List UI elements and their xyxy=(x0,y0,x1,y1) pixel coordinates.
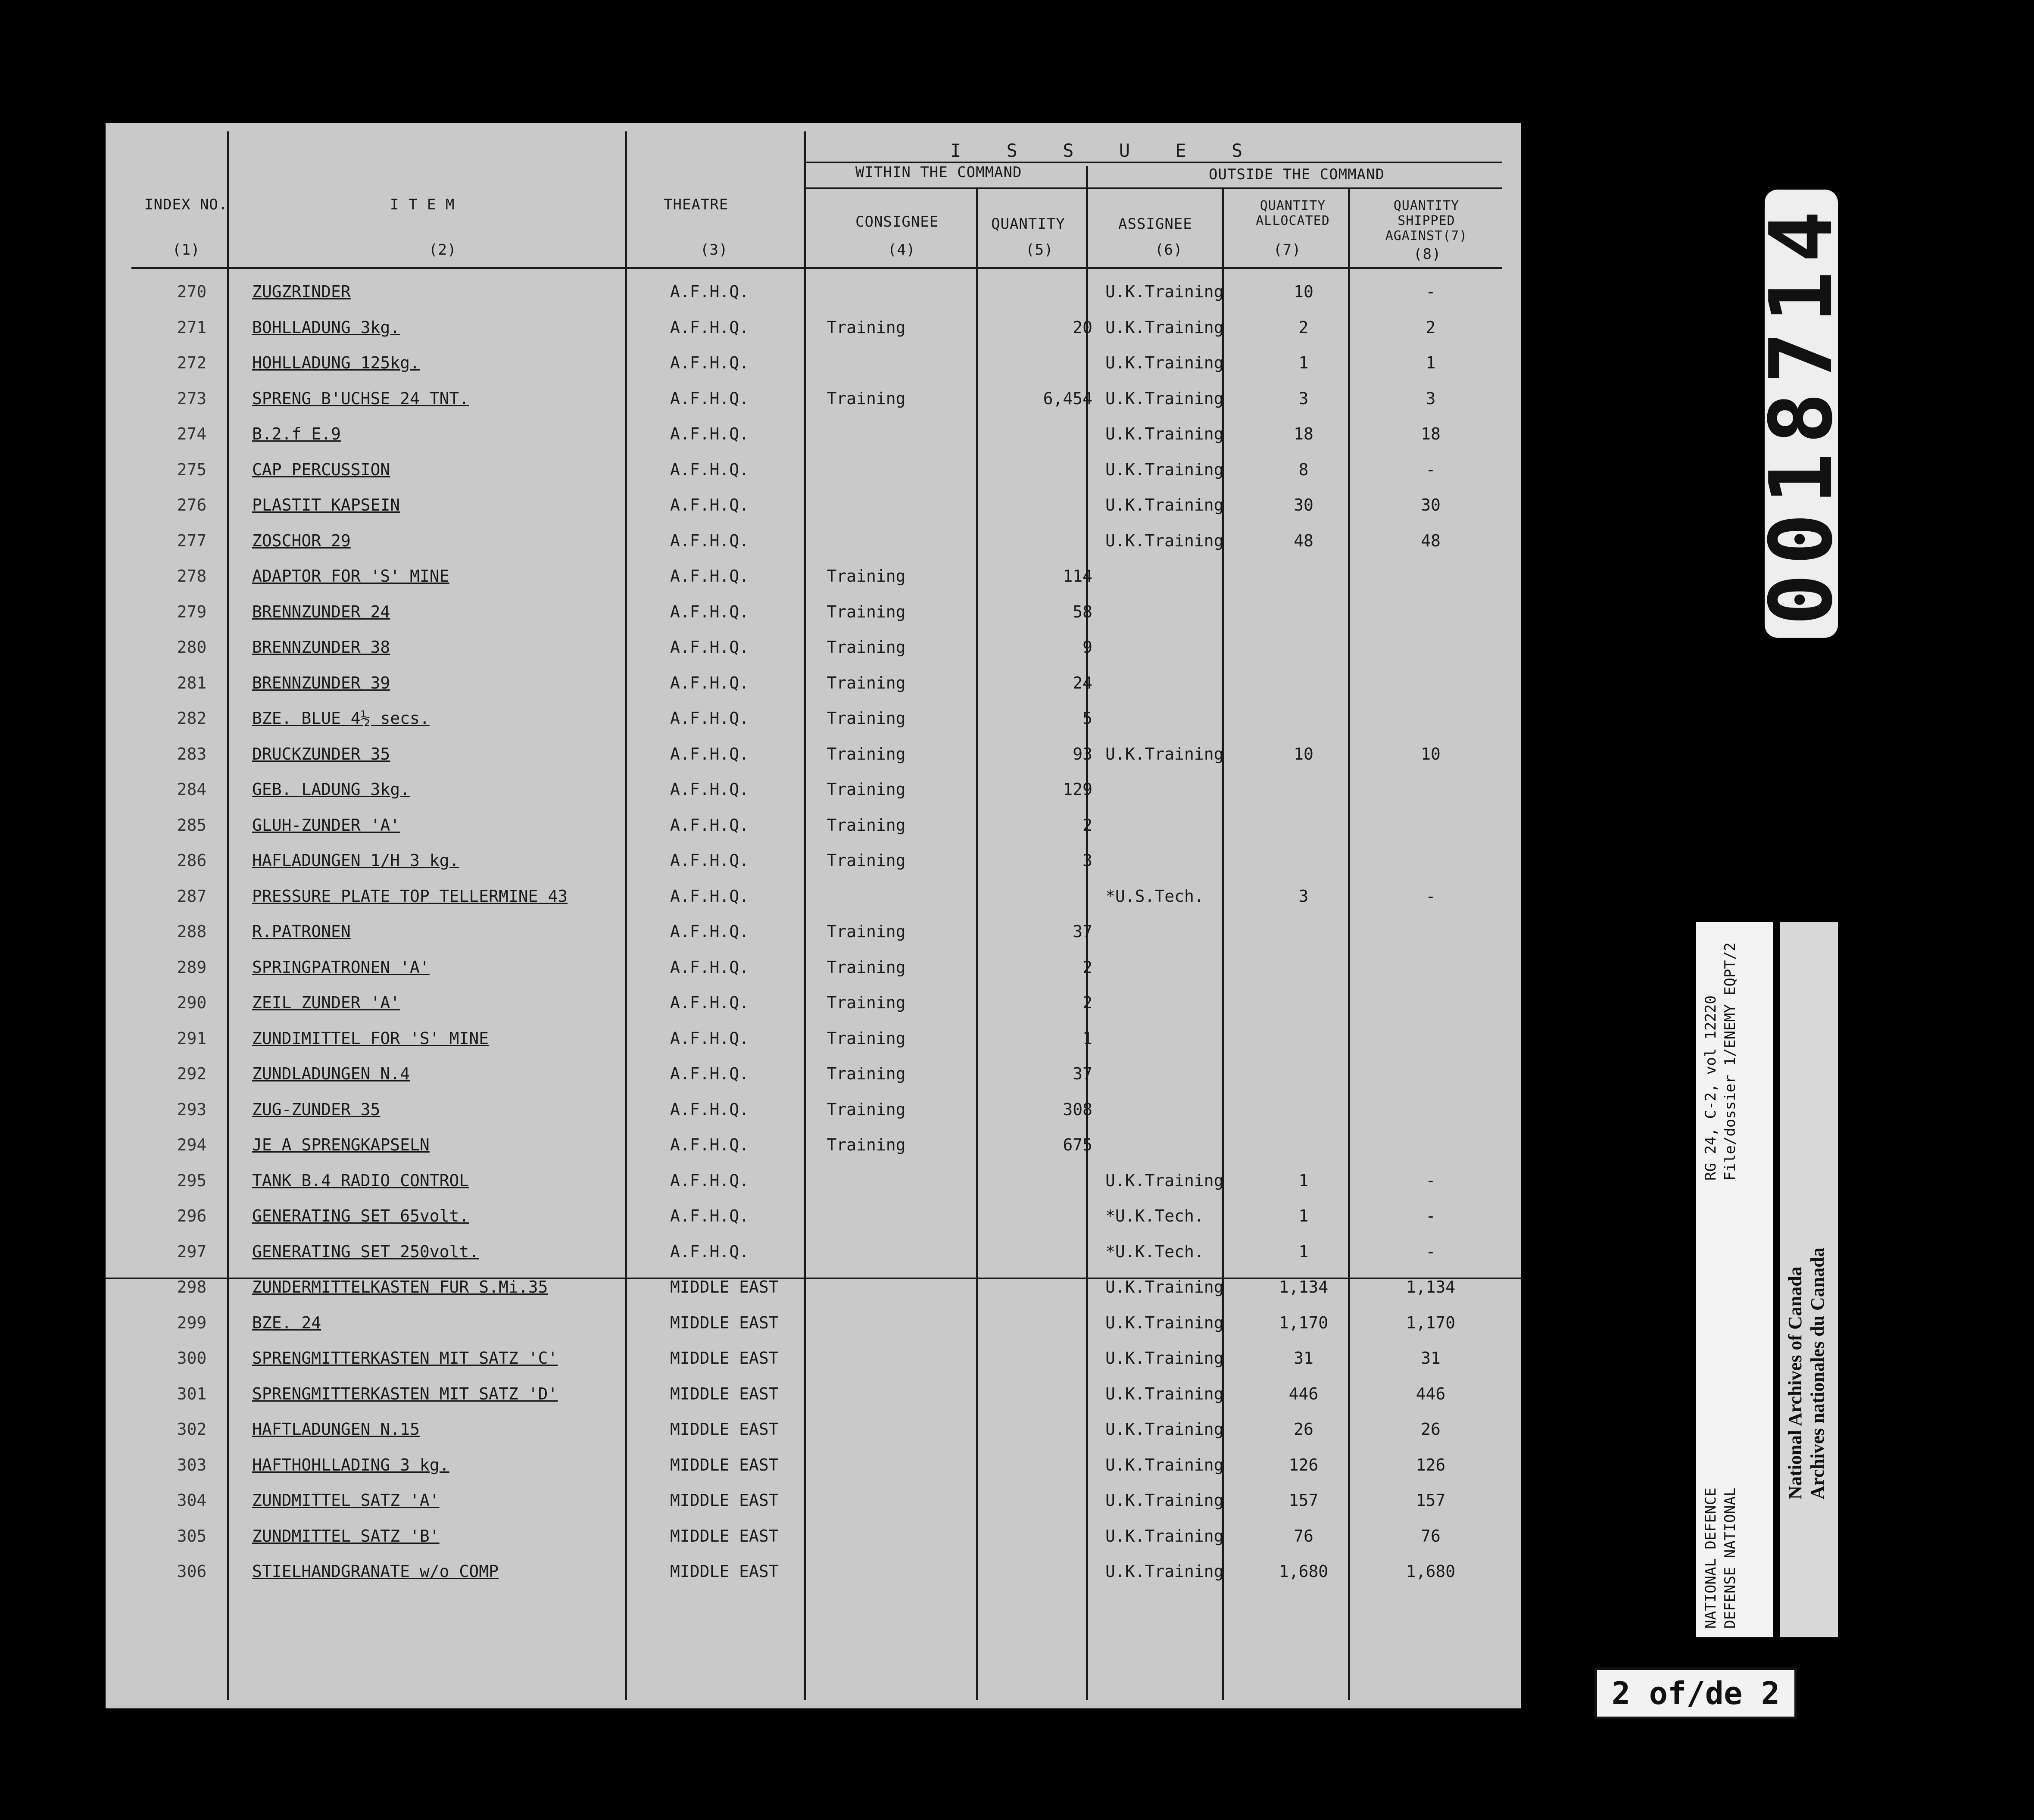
assignee-cell: U.K.Training xyxy=(1105,1278,1224,1296)
theatre-cell: A.F.H.Q. xyxy=(670,815,749,835)
allocated-cell: 26 xyxy=(1294,1420,1313,1439)
index-cell: 282 xyxy=(177,709,207,728)
assignee-cell: U.K.Training xyxy=(1105,282,1224,301)
stamp-number: 0018714 xyxy=(1751,202,1852,626)
theatre-cell: A.F.H.Q. xyxy=(670,1135,749,1154)
item-cell: JE A SPRENGKAPSELN xyxy=(252,1135,430,1154)
table-row xyxy=(106,878,1521,913)
item-cell: GENERATING SET 250volt. xyxy=(252,1242,479,1261)
assignee-cell: U.K.Training xyxy=(1105,1384,1224,1403)
consignee-cell: Training xyxy=(827,1028,906,1048)
consignee-cell: Training xyxy=(827,567,906,586)
index-cell: 293 xyxy=(177,1100,207,1119)
consignee-cell: Training xyxy=(827,815,906,835)
table-row xyxy=(106,1234,1521,1269)
allocated-cell: 3 xyxy=(1298,389,1309,408)
index-cell: 302 xyxy=(177,1420,207,1439)
assignee-cell: U.K.Training xyxy=(1105,1171,1224,1190)
assignee-cell: *U.K.Tech. xyxy=(1105,1242,1204,1261)
index-cell: 294 xyxy=(177,1135,207,1154)
table-row xyxy=(106,1447,1521,1482)
shipped-cell: 30 xyxy=(1421,496,1441,514)
item-cell: R.PATRONEN xyxy=(252,922,351,941)
theatre-cell: A.F.H.Q. xyxy=(670,957,749,977)
theatre-cell: A.F.H.Q. xyxy=(670,1064,749,1083)
allocated-cell: 1,680 xyxy=(1279,1562,1329,1581)
quantity-cell: 37 xyxy=(1073,1064,1092,1083)
theatre-cell: A.F.H.Q. xyxy=(670,282,749,301)
document-sheet xyxy=(106,123,1521,1708)
item-cell: GEB. LADUNG 3kg. xyxy=(252,780,410,799)
index-cell: 297 xyxy=(177,1242,207,1261)
index-cell: 289 xyxy=(177,957,207,977)
item-cell: ZUG-ZUNDER 35 xyxy=(252,1100,381,1119)
table-row xyxy=(106,1376,1521,1411)
within-command-heading: WITHIN THE COMMAND xyxy=(855,164,1022,181)
shipped-cell: - xyxy=(1426,282,1436,301)
index-cell: 305 xyxy=(177,1526,207,1546)
theatre-cell: A.F.H.Q. xyxy=(670,1028,749,1048)
allocated-cell: 1 xyxy=(1298,353,1309,372)
archive-dept-1: NATIONAL DEFENCE xyxy=(1702,1487,1719,1629)
table-row xyxy=(106,629,1521,664)
col-allocated-header: QUANTITY ALLOCATED xyxy=(1256,198,1330,228)
quantity-cell: 37 xyxy=(1073,922,1092,941)
shipped-cell: 2 xyxy=(1426,318,1436,337)
table-row xyxy=(106,1056,1521,1091)
quantity-cell: 308 xyxy=(1063,1100,1092,1119)
theatre-cell: MIDDLE EAST xyxy=(670,1349,779,1368)
table-row xyxy=(106,1411,1521,1446)
allocated-cell: 2 xyxy=(1298,318,1309,337)
item-cell: BZE. 24 xyxy=(252,1313,321,1332)
table-row xyxy=(106,1269,1521,1304)
divider xyxy=(804,162,1502,163)
consignee-cell: Training xyxy=(827,993,906,1012)
item-cell: ZUNDIMITTEL FOR 'S' MINE xyxy=(252,1028,489,1048)
item-cell: ZEIL ZUNDER 'A' xyxy=(252,993,400,1012)
col-theatre-header: THEATRE xyxy=(664,196,729,213)
item-cell: CAP PERCUSSION xyxy=(252,460,390,479)
divider xyxy=(131,267,1502,269)
col-assignee-header: ASSIGNEE xyxy=(1118,215,1192,233)
page-marker: 2 of/de 2 xyxy=(1594,1667,1797,1719)
item-cell: PRESSURE PLATE TOP TELLERMINE 43 xyxy=(252,886,568,906)
table-row xyxy=(106,913,1521,949)
allocated-cell: 10 xyxy=(1294,744,1313,764)
quantity-cell: 24 xyxy=(1073,673,1092,692)
quantity-cell: 3 xyxy=(1083,851,1092,870)
allocated-cell: 157 xyxy=(1288,1491,1319,1510)
shipped-cell: - xyxy=(1426,1242,1436,1261)
item-cell: TANK B.4 RADIO CONTROL xyxy=(252,1171,469,1190)
outside-command-heading: OUTSIDE THE COMMAND xyxy=(1209,166,1385,183)
allocated-cell: 1 xyxy=(1298,1171,1309,1190)
quantity-cell: 58 xyxy=(1073,602,1092,621)
table-row xyxy=(106,1198,1521,1233)
index-cell: 296 xyxy=(177,1206,207,1225)
theatre-cell: A.F.H.Q. xyxy=(670,851,749,870)
quantity-cell: 675 xyxy=(1063,1135,1092,1154)
index-cell: 301 xyxy=(177,1384,207,1403)
allocated-cell: 31 xyxy=(1294,1349,1313,1368)
shipped-cell: - xyxy=(1426,1206,1436,1225)
table-row xyxy=(106,771,1521,807)
shipped-cell: 1,680 xyxy=(1406,1562,1456,1581)
index-cell: 286 xyxy=(177,851,207,870)
shipped-cell: 1 xyxy=(1426,353,1436,372)
table-row xyxy=(106,452,1521,487)
table-row xyxy=(106,1305,1521,1340)
quantity-cell: 2 xyxy=(1083,993,1092,1012)
index-cell: 281 xyxy=(177,673,207,692)
assignee-cell: U.K.Training xyxy=(1105,424,1224,443)
table-row xyxy=(106,558,1521,593)
assignee-cell: U.K.Training xyxy=(1105,744,1224,764)
table-row xyxy=(106,416,1521,451)
item-cell: GLUH-ZUNDER 'A' xyxy=(252,815,400,835)
item-cell: ADAPTOR FOR 'S' MINE xyxy=(252,567,449,586)
table-row xyxy=(106,842,1521,878)
index-cell: 277 xyxy=(177,531,207,550)
col-number: (3) xyxy=(700,241,728,259)
theatre-cell: A.F.H.Q. xyxy=(670,993,749,1012)
assignee-cell: U.K.Training xyxy=(1105,1349,1224,1368)
consignee-cell: Training xyxy=(827,744,906,764)
consignee-cell: Training xyxy=(827,1135,906,1154)
col-number: (2) xyxy=(429,241,457,259)
assignee-cell: U.K.Training xyxy=(1105,1491,1224,1510)
theatre-cell: A.F.H.Q. xyxy=(670,1100,749,1119)
item-cell: GENERATING SET 65volt. xyxy=(252,1206,469,1225)
item-cell: HAFLADUNGEN 1/H 3 kg. xyxy=(252,851,459,870)
theatre-cell: A.F.H.Q. xyxy=(670,638,749,657)
consignee-cell: Training xyxy=(827,673,906,692)
quantity-cell: 5 xyxy=(1083,709,1092,728)
table-row xyxy=(106,523,1521,558)
document-number-stamp xyxy=(1751,190,1852,638)
assignee-cell: U.K.Training xyxy=(1105,1562,1224,1581)
col-number: (4) xyxy=(888,241,916,259)
theatre-cell: A.F.H.Q. xyxy=(670,1206,749,1225)
theatre-cell: MIDDLE EAST xyxy=(670,1278,779,1296)
item-cell: BZE. BLUE 4½ secs. xyxy=(252,709,430,728)
consignee-cell: Training xyxy=(827,851,906,870)
col-number: (5) xyxy=(1026,241,1054,259)
index-cell: 292 xyxy=(177,1064,207,1083)
item-cell: ZUNDERMITTELKASTEN FUR S.Mi.35 xyxy=(252,1278,548,1296)
consignee-cell: Training xyxy=(827,709,906,728)
assignee-cell: U.K.Training xyxy=(1105,531,1224,550)
theatre-cell: A.F.H.Q. xyxy=(670,673,749,692)
assignee-cell: *U.S.Tech. xyxy=(1105,886,1204,906)
table-row xyxy=(106,807,1521,842)
item-cell: B.2.f E.9 xyxy=(252,424,341,443)
theatre-cell: MIDDLE EAST xyxy=(670,1455,779,1474)
archive-ref-2: File/dossier 1/ENEMY EQPT/2 xyxy=(1722,942,1739,1181)
consignee-cell: Training xyxy=(827,318,906,337)
table-row xyxy=(106,736,1521,771)
table-row xyxy=(106,700,1521,735)
index-cell: 270 xyxy=(177,282,207,301)
theatre-cell: A.F.H.Q. xyxy=(670,709,749,728)
consignee-cell: Training xyxy=(827,389,906,408)
index-cell: 276 xyxy=(177,496,207,514)
issues-heading: I S S U E S xyxy=(950,140,1260,161)
item-cell: PLASTIT KAPSEIN xyxy=(252,496,400,514)
allocated-cell: 126 xyxy=(1288,1455,1319,1474)
consignee-cell: Training xyxy=(827,638,906,657)
archive-dept-2: DEFENSE NATIONAL xyxy=(1722,1487,1739,1629)
theatre-cell: A.F.H.Q. xyxy=(670,744,749,764)
table-row xyxy=(106,1340,1521,1375)
quantity-cell: 9 xyxy=(1083,638,1092,657)
table-row xyxy=(106,1482,1521,1518)
table-row xyxy=(106,1020,1521,1056)
table-row xyxy=(106,949,1521,985)
item-cell: BRENNZUNDER 24 xyxy=(252,602,390,621)
allocated-cell: 18 xyxy=(1294,424,1313,443)
theatre-cell: MIDDLE EAST xyxy=(670,1384,779,1403)
index-cell: 275 xyxy=(177,460,207,479)
shipped-cell: 1,134 xyxy=(1406,1278,1456,1296)
consignee-cell: Training xyxy=(827,1064,906,1083)
item-cell: BOHLLADUNG 3kg. xyxy=(252,318,400,337)
index-cell: 303 xyxy=(177,1455,207,1474)
allocated-cell: 1 xyxy=(1298,1242,1309,1261)
allocated-cell: 30 xyxy=(1294,496,1313,514)
index-cell: 291 xyxy=(177,1028,207,1048)
item-cell: DRUCKZUNDER 35 xyxy=(252,744,390,764)
assignee-cell: U.K.Training xyxy=(1105,1420,1224,1439)
shipped-cell: 48 xyxy=(1421,531,1441,550)
assignee-cell: U.K.Training xyxy=(1105,496,1224,514)
table-row xyxy=(106,1553,1521,1589)
quantity-cell: 129 xyxy=(1063,780,1092,799)
item-cell: ZOSCHOR 29 xyxy=(252,531,351,550)
shipped-cell: 18 xyxy=(1421,424,1441,443)
archive-label xyxy=(1696,922,1773,1637)
col-number: (6) xyxy=(1155,241,1183,259)
index-cell: 283 xyxy=(177,744,207,764)
index-cell: 272 xyxy=(177,353,207,372)
shipped-cell: 3 xyxy=(1426,389,1436,408)
theatre-cell: A.F.H.Q. xyxy=(670,496,749,514)
col-index-header: INDEX NO. xyxy=(144,196,228,213)
theatre-cell: MIDDLE EAST xyxy=(670,1491,779,1510)
item-cell: HAFTLADUNGEN N.15 xyxy=(252,1420,420,1439)
table-row xyxy=(106,274,1521,309)
consignee-cell: Training xyxy=(827,922,906,941)
assignee-cell: U.K.Training xyxy=(1105,460,1224,479)
item-cell: SPRENG B'UCHSE 24 TNT. xyxy=(252,389,469,408)
col-number: (1) xyxy=(172,241,200,259)
assignee-cell: *U.K.Tech. xyxy=(1105,1206,1204,1225)
quantity-cell: 2 xyxy=(1083,815,1092,835)
consignee-cell: Training xyxy=(827,957,906,977)
allocated-cell: 48 xyxy=(1294,531,1313,550)
shipped-cell: 126 xyxy=(1416,1455,1446,1474)
consignee-cell: Training xyxy=(827,602,906,621)
theatre-cell: A.F.H.Q. xyxy=(670,922,749,941)
theatre-cell: A.F.H.Q. xyxy=(670,602,749,621)
theatre-cell: MIDDLE EAST xyxy=(670,1420,779,1439)
table-row xyxy=(106,665,1521,700)
allocated-cell: 10 xyxy=(1294,282,1313,301)
consignee-cell: Training xyxy=(827,780,906,799)
archive-name-fr: Archives nationales du Canada xyxy=(1807,1247,1828,1499)
col-shipped-header: QUANTITY SHIPPED AGAINST(7) xyxy=(1385,198,1468,243)
index-cell: 287 xyxy=(177,886,207,906)
divider xyxy=(804,187,1502,189)
allocated-cell: 3 xyxy=(1298,886,1309,906)
col-number: (7) xyxy=(1273,241,1301,259)
assignee-cell: U.K.Training xyxy=(1105,1313,1224,1332)
item-cell: ZUGZRINDER xyxy=(252,282,351,301)
shipped-cell: 157 xyxy=(1416,1491,1446,1510)
theatre-cell: MIDDLE EAST xyxy=(670,1562,779,1581)
theatre-cell: A.F.H.Q. xyxy=(670,353,749,372)
table-row xyxy=(106,1091,1521,1127)
index-cell: 280 xyxy=(177,638,207,657)
index-cell: 295 xyxy=(177,1171,207,1190)
table-row xyxy=(106,487,1521,522)
index-cell: 299 xyxy=(177,1313,207,1332)
index-cell: 284 xyxy=(177,780,207,799)
table-row xyxy=(106,1518,1521,1553)
col-item-header: I T E M xyxy=(390,196,455,213)
table-row xyxy=(106,1162,1521,1198)
allocated-cell: 8 xyxy=(1298,460,1309,479)
table-row xyxy=(106,380,1521,416)
shipped-cell: 10 xyxy=(1421,744,1441,764)
archive-name-label xyxy=(1780,922,1838,1637)
index-cell: 278 xyxy=(177,567,207,586)
index-cell: 298 xyxy=(177,1278,207,1296)
assignee-cell: U.K.Training xyxy=(1105,389,1224,408)
allocated-cell: 1,134 xyxy=(1279,1278,1329,1296)
archive-name-en: National Archives of Canada xyxy=(1784,1266,1806,1499)
theatre-cell: MIDDLE EAST xyxy=(670,1313,779,1332)
table-row xyxy=(106,309,1521,345)
index-cell: 306 xyxy=(177,1562,207,1581)
index-cell: 288 xyxy=(177,922,207,941)
allocated-cell: 446 xyxy=(1288,1384,1319,1403)
theatre-cell: A.F.H.Q. xyxy=(670,1242,749,1261)
shipped-cell: - xyxy=(1426,1171,1436,1190)
theatre-cell: MIDDLE EAST xyxy=(670,1526,779,1546)
index-cell: 271 xyxy=(177,318,207,337)
quantity-cell: 6,454 xyxy=(1043,389,1092,408)
item-cell: STIELHANDGRANATE w/o COMP xyxy=(252,1562,499,1581)
theatre-cell: A.F.H.Q. xyxy=(670,567,749,586)
index-cell: 300 xyxy=(177,1349,207,1368)
assignee-cell: U.K.Training xyxy=(1105,318,1224,337)
table-row xyxy=(106,1127,1521,1162)
col-number: (8) xyxy=(1413,246,1441,263)
allocated-cell: 1,170 xyxy=(1279,1313,1329,1332)
shipped-cell: 76 xyxy=(1421,1526,1441,1546)
consignee-cell: Training xyxy=(827,1100,906,1119)
shipped-cell: 1,170 xyxy=(1406,1313,1456,1332)
item-cell: ZUNDMITTEL SATZ 'B' xyxy=(252,1526,440,1546)
allocated-cell: 1 xyxy=(1298,1206,1309,1225)
item-cell: BRENNZUNDER 39 xyxy=(252,673,390,692)
item-cell: SPRENGMITTERKASTEN MIT SATZ 'C' xyxy=(252,1349,558,1368)
table-row xyxy=(106,345,1521,380)
item-cell: HOHLLADUNG 125kg. xyxy=(252,353,420,372)
table-row xyxy=(106,985,1521,1020)
shipped-cell: - xyxy=(1426,886,1436,906)
table-row xyxy=(106,594,1521,629)
index-cell: 273 xyxy=(177,389,207,408)
quantity-cell: 2 xyxy=(1083,957,1092,977)
theatre-cell: A.F.H.Q. xyxy=(670,460,749,479)
theatre-cell: A.F.H.Q. xyxy=(670,886,749,906)
col-quantity-header: QUANTITY xyxy=(991,215,1065,233)
assignee-cell: U.K.Training xyxy=(1105,1455,1224,1474)
theatre-cell: A.F.H.Q. xyxy=(670,1171,749,1190)
item-cell: BRENNZUNDER 38 xyxy=(252,638,390,657)
theatre-cell: A.F.H.Q. xyxy=(670,531,749,550)
theatre-cell: A.F.H.Q. xyxy=(670,780,749,799)
quantity-cell: 1 xyxy=(1083,1028,1092,1048)
item-cell: SPRINGPATRONEN 'A' xyxy=(252,957,430,977)
quantity-cell: 20 xyxy=(1073,318,1092,337)
shipped-cell: 31 xyxy=(1421,1349,1441,1368)
item-cell: HAFTHOHLLADING 3 kg. xyxy=(252,1455,449,1474)
theatre-cell: A.F.H.Q. xyxy=(670,389,749,408)
index-cell: 290 xyxy=(177,993,207,1012)
allocated-cell: 76 xyxy=(1294,1526,1313,1546)
index-cell: 279 xyxy=(177,602,207,621)
index-cell: 285 xyxy=(177,815,207,835)
archive-ref-1: RG 24, C-2, vol 12220 xyxy=(1702,995,1719,1181)
shipped-cell: 26 xyxy=(1421,1420,1441,1439)
theatre-cell: A.F.H.Q. xyxy=(670,424,749,443)
quantity-cell: 93 xyxy=(1073,744,1092,764)
assignee-cell: U.K.Training xyxy=(1105,353,1224,372)
quantity-cell: 114 xyxy=(1063,567,1092,586)
theatre-cell: A.F.H.Q. xyxy=(670,318,749,337)
col-consignee-header: CONSIGNEE xyxy=(855,213,939,231)
index-cell: 304 xyxy=(177,1491,207,1510)
assignee-cell: U.K.Training xyxy=(1105,1526,1224,1546)
shipped-cell: 446 xyxy=(1416,1384,1446,1403)
item-cell: ZUNDMITTEL SATZ 'A' xyxy=(252,1491,440,1510)
item-cell: SPRENGMITTERKASTEN MIT SATZ 'D' xyxy=(252,1384,558,1403)
index-cell: 274 xyxy=(177,424,207,443)
item-cell: ZUNDLADUNGEN N.4 xyxy=(252,1064,410,1083)
shipped-cell: - xyxy=(1426,460,1436,479)
